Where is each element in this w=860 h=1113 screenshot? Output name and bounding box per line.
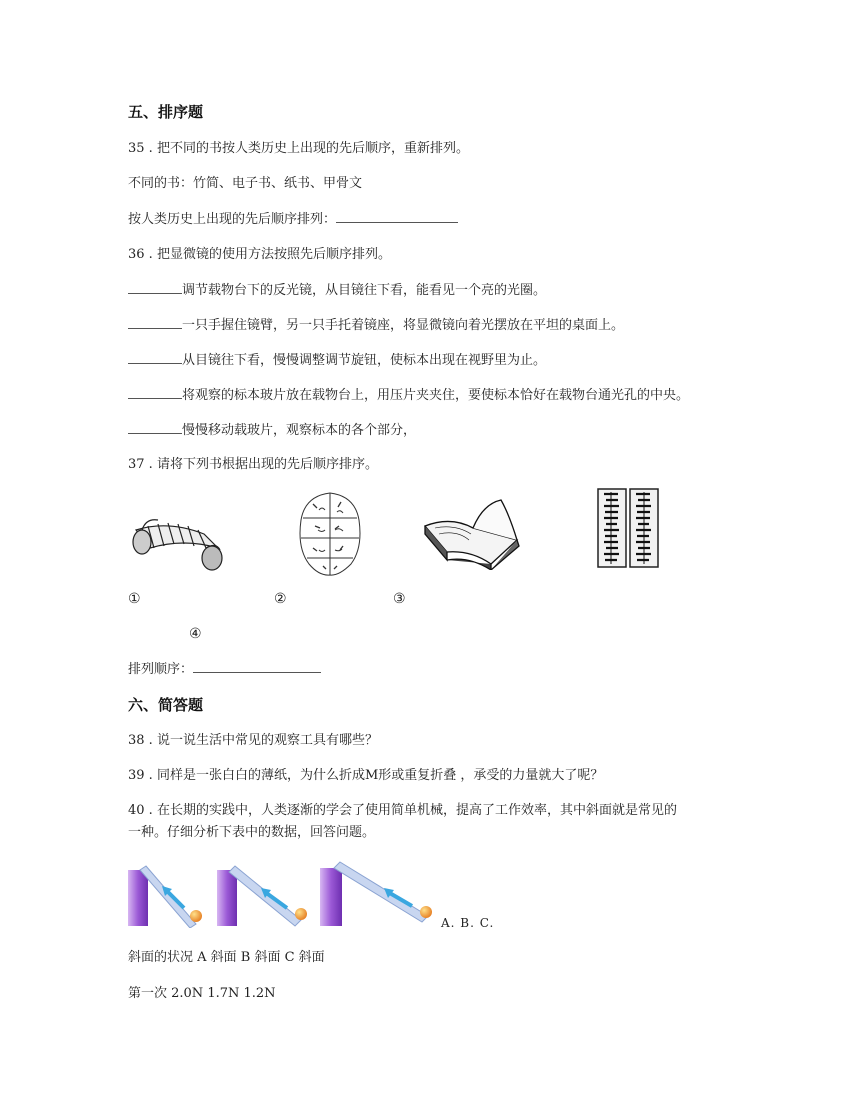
q35-answer-line — [128, 210, 458, 229]
q36-step-2 — [128, 316, 624, 335]
section-6-title: 六、简答题 — [128, 696, 204, 714]
q37-answer-prompt: 排列顺序： — [128, 662, 194, 677]
marker-1: ① — [128, 591, 141, 607]
q36-step-3 — [128, 351, 546, 370]
q36-step-4 — [128, 386, 689, 405]
q35-books-line: 不同的书：竹简、电子书、纸书、甲骨文 — [128, 176, 363, 191]
marker-4: ④ — [189, 626, 202, 642]
section-5-title: 五、排序题 — [128, 103, 204, 121]
q36-step-3-blank[interactable] — [128, 351, 182, 364]
q36-step-4-blank[interactable] — [128, 386, 182, 399]
question-37: 37 . 请将下列书根据出现的先后顺序排序。 — [128, 457, 378, 472]
q36-step-1 — [128, 281, 546, 300]
oracle-bone-image — [293, 490, 367, 578]
incline-labels: A. B. C. — [441, 916, 495, 930]
q37-answer-line — [128, 660, 321, 679]
question-39: 39 . 同样是一张白白的薄纸，为什么折成M形或重复折叠 ，承受的力量就大了呢？ — [128, 768, 604, 783]
q36-step-3-text: 从目镜往下看，慢慢调整调节旋钮，使标本出现在视野里为止。 — [182, 353, 547, 368]
q36-step-5-blank[interactable] — [128, 421, 182, 434]
q36-step-1-blank[interactable] — [128, 281, 182, 294]
incline-b-image — [217, 862, 311, 928]
q36-step-2-blank[interactable] — [128, 316, 182, 329]
table-row-1: 第一次 2.0N 1.7N 1.2N — [128, 986, 276, 1001]
marker-2: ② — [274, 591, 287, 607]
question-35: 35 . 把不同的书按人类历史上出现的先后顺序，重新排列。 — [128, 141, 469, 156]
q36-step-2-text: 一只手握住镜臂，另一只手托着镜座，将显微镜向着光摆放在平坦的桌面上。 — [182, 318, 625, 333]
q35-answer-prompt: 按人类历史上出现的先后顺序排列： — [128, 212, 337, 227]
incline-a-image — [128, 862, 210, 928]
q36-step-4-text: 将观察的标本玻片放在载物台上，用压片夹夹住，要使标本恰好在载物台通光孔的中央。 — [182, 388, 690, 403]
q35-answer-blank[interactable] — [336, 210, 458, 223]
q37-answer-blank[interactable] — [193, 660, 321, 673]
q36-step-5-text: 慢慢移动载玻片，观察标本的各个部分， — [182, 423, 417, 438]
bamboo-slips-image — [596, 487, 660, 569]
question-40-line-1: 40 . 在长期的实践中，人类逐渐的学会了使用简单机械，提高了工作效率，其中斜面就是常见的 — [128, 803, 677, 818]
marker-3: ③ — [393, 591, 406, 607]
incline-c-image — [320, 858, 436, 930]
question-36: 36 . 把显微镜的使用方法按照先后顺序排列。 — [128, 247, 391, 262]
table-header-row: 斜面的状况 A 斜面 B 斜面 C 斜面 — [128, 950, 325, 965]
q36-step-5 — [128, 421, 416, 440]
open-book-image — [421, 494, 525, 570]
q36-step-1-text: 调节载物台下的反光镜，从目镜往下看，能看见一个亮的光圈。 — [182, 283, 547, 298]
bamboo-scroll-image — [128, 508, 224, 576]
question-38: 38 . 说一说生活中常见的观察工具有哪些？ — [128, 733, 378, 748]
question-40-line-2: 一种。仔细分析下表中的数据，回答问题。 — [128, 825, 376, 840]
